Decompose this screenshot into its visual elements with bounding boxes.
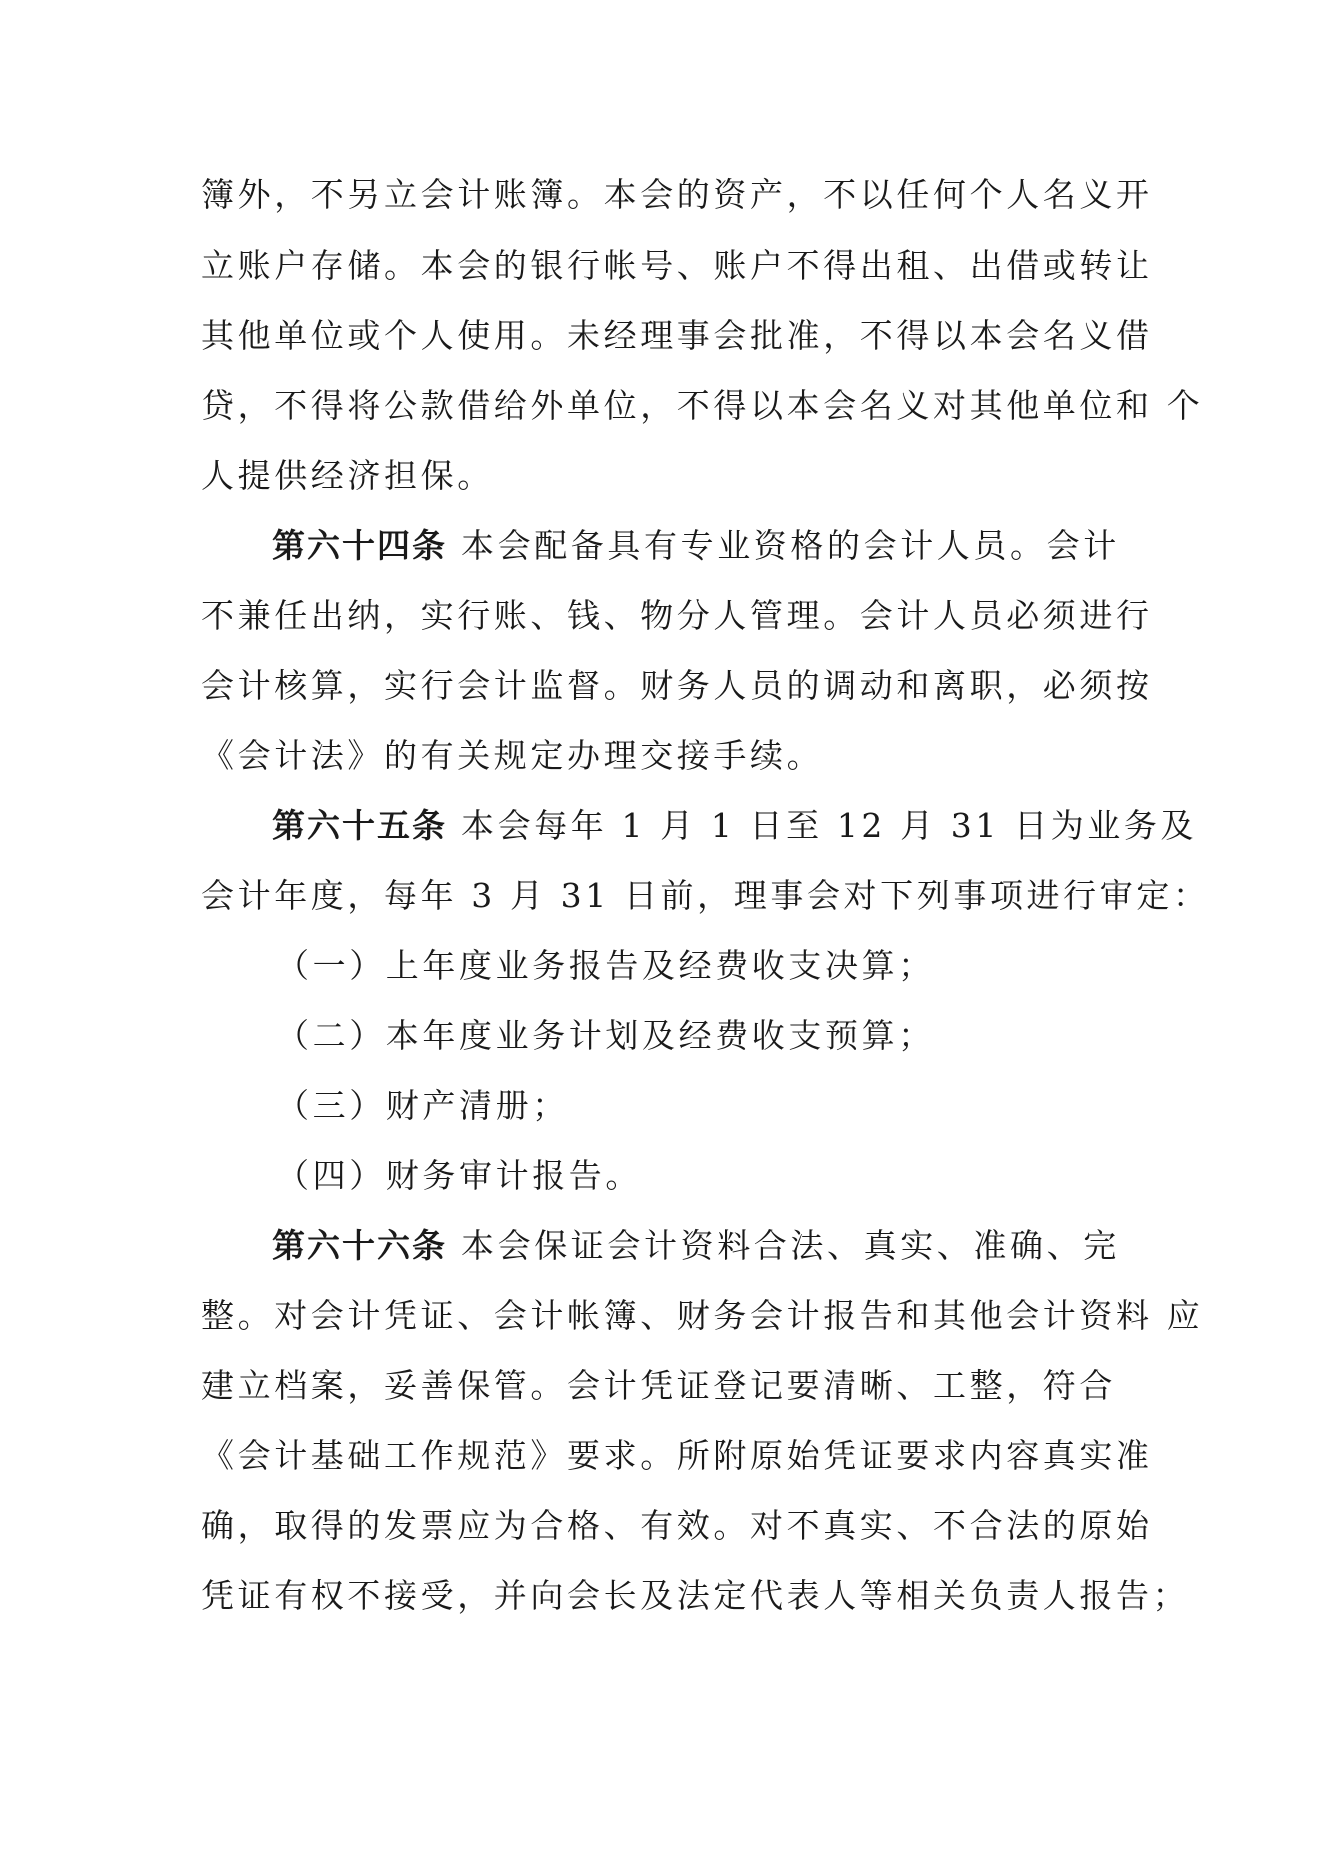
paragraph-line: 贷，不得将公款借给外单位，不得以本会名义对其他单位和 个 [201,386,1204,425]
paragraph-line: 整。对会计凭证、会计帐簿、财务会计报告和其他会计资料 应 [201,1296,1204,1335]
paragraph-line: 会计年度，每年 3 月 31 日前，理事会对下列事项进行审定： [201,876,1210,915]
article-64-text: 本会配备具有专业资格的会计人员。会计 [461,526,1120,565]
paragraph-line: 人提供经济担保。 [201,456,494,495]
article-66-heading: 第六十六条 [272,1226,447,1265]
article-65-first-line [272,801,1198,851]
list-item: （三）财产清册； [276,1086,569,1125]
paragraph-line: 建立档案，妥善保管。会计凭证登记要清晰、工整，符合 [201,1366,1116,1405]
list-item: （四）财务审计报告。 [276,1156,642,1195]
paragraph-line: 确，取得的发票应为合格、有效。对不真实、不合法的原始 [201,1506,1153,1545]
article-66-text: 本会保证会计资料合法、真实、准确、完 [461,1226,1120,1265]
article-66-first-line [272,1221,1132,1271]
paragraph-line: 其他单位或个人使用。未经理事会批准，不得以本会名义借 [201,316,1153,355]
list-item: （一）上年度业务报告及经费收支决算； [276,946,935,985]
paragraph-line: 会计核算，实行会计监督。财务人员的调动和离职，必须按 [201,666,1153,705]
article-64-first-line [272,521,1132,571]
paragraph-line: 《会计法》的有关规定办理交接手续。 [201,736,824,775]
article-64-heading: 第六十四条 [272,526,447,565]
list-item: （二）本年度业务计划及经费收支预算； [276,1016,935,1055]
paragraph-line: 《会计基础工作规范》要求。所附原始凭证要求内容真实准 [201,1436,1153,1475]
article-65-text: 本会每年 1 月 1 日至 12 月 31 日为业务及 [461,806,1198,845]
article-65-heading: 第六十五条 [272,806,447,845]
paragraph-line: 立账户存储。本会的银行帐号、账户不得出租、出借或转让 [201,246,1153,285]
paragraph-line: 凭证有权不接受，并向会长及法定代表人等相关负责人报告； [201,1576,1190,1615]
paragraph-line: 簿外，不另立会计账簿。本会的资产，不以任何个人名义开 [201,175,1153,214]
paragraph-line: 不兼任出纳，实行账、钱、物分人管理。会计人员必须进行 [201,596,1153,635]
